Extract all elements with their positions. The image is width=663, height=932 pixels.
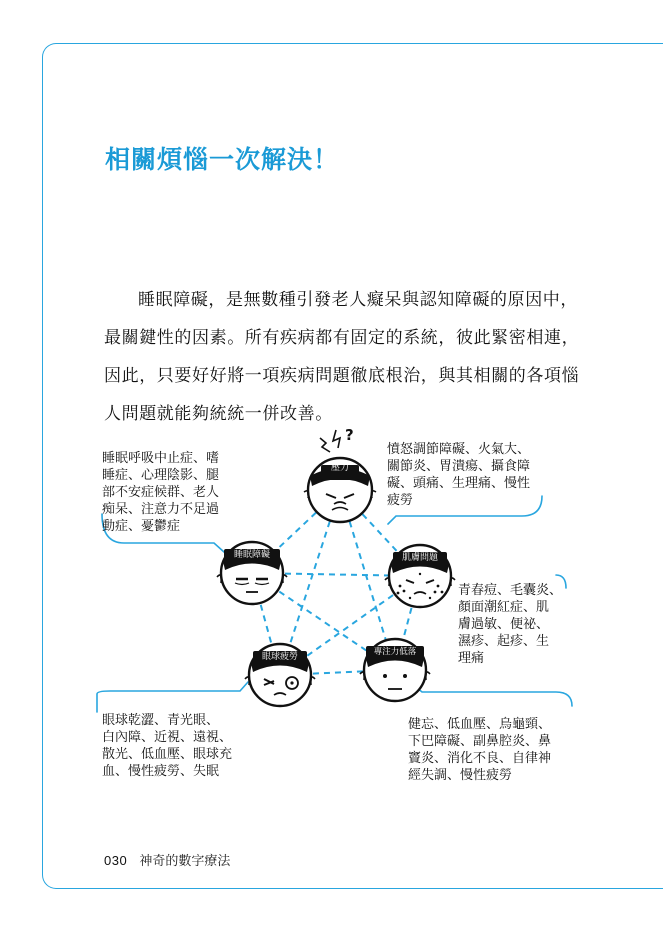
condition-line: 濕疹、起疹、生 <box>458 634 550 649</box>
stress-symbol: ? <box>345 426 354 444</box>
face-label-eye: 眼球疲勞 <box>261 652 299 662</box>
condition-line: 竇炎、消化不良、自律神 <box>408 751 552 766</box>
condition-line: 健忘、低血壓、烏龜頸、 <box>408 717 552 732</box>
stress-conditions <box>387 441 530 509</box>
face-label-skin: 肌膚問題 <box>401 553 439 563</box>
condition-line: 散光、低血壓、眼球充 <box>102 747 233 762</box>
condition-line: 顏面潮紅症、肌 <box>458 600 550 615</box>
face-label-sleep: 睡眠障礙 <box>233 550 271 560</box>
condition-line: 睡眠呼吸中止症、嗜 <box>102 451 220 466</box>
face-label-focus: 專注力低落 <box>373 647 417 657</box>
page-number: 030 <box>104 853 128 868</box>
face-label-stress: 壓力 <box>330 463 350 473</box>
condition-line: 下巴障礙、副鼻腔炎、鼻 <box>408 734 552 749</box>
condition-line: 動症、憂鬱症 <box>102 519 181 534</box>
condition-line: 痴呆、注意力不足過 <box>102 502 220 517</box>
condition-line: 白內障、近視、遠視、 <box>102 730 233 745</box>
condition-line: 礙、頭痛、生理痛、慢性 <box>387 476 531 491</box>
condition-line: 部不安症候群、老人 <box>102 485 220 500</box>
condition-line: 經失調、慢性疲勞 <box>408 768 513 783</box>
paragraph-line: 因此，只要好好將一項疾病問題徹底根治，與其相關的各項惱 <box>104 366 580 386</box>
condition-line: 憤怒調節障礙、火氣大、 <box>387 442 531 457</box>
condition-line: 疲勞 <box>387 493 414 508</box>
paragraph-line: 最關鍵性的因素。所有疾病都有固定的系統，彼此緊密相連， <box>104 328 580 348</box>
section-heading: 相關煩惱一次解決！ <box>105 145 340 174</box>
paragraph-line: 睡眠障礙，是無數種引發老人癡呆與認知障礙的原因中， <box>138 290 578 310</box>
low-concentration-conditions <box>408 716 551 784</box>
condition-line: 青春痘、毛囊炎、 <box>458 583 563 598</box>
condition-line: 血、慢性疲勞、失眠 <box>102 764 220 779</box>
condition-line: 眼球乾澀、青光眼、 <box>102 713 220 728</box>
condition-line: 睡症、心理陰影、腿 <box>102 468 220 483</box>
condition-line: 膚過敏、便祕、 <box>458 617 550 632</box>
stress-marks <box>320 430 340 452</box>
skin-conditions <box>458 582 562 667</box>
condition-line: 理痛 <box>458 651 485 666</box>
page-footer <box>104 850 230 869</box>
paragraph-line: 人問題就能夠統統一併改善。 <box>104 404 333 424</box>
book-title: 神奇的數字療法 <box>139 854 231 869</box>
eye-fatigue-conditions <box>102 712 232 780</box>
condition-line: 關節炎、胃潰瘍、攝食障 <box>387 459 531 474</box>
sleep-disorder-conditions <box>102 450 219 535</box>
